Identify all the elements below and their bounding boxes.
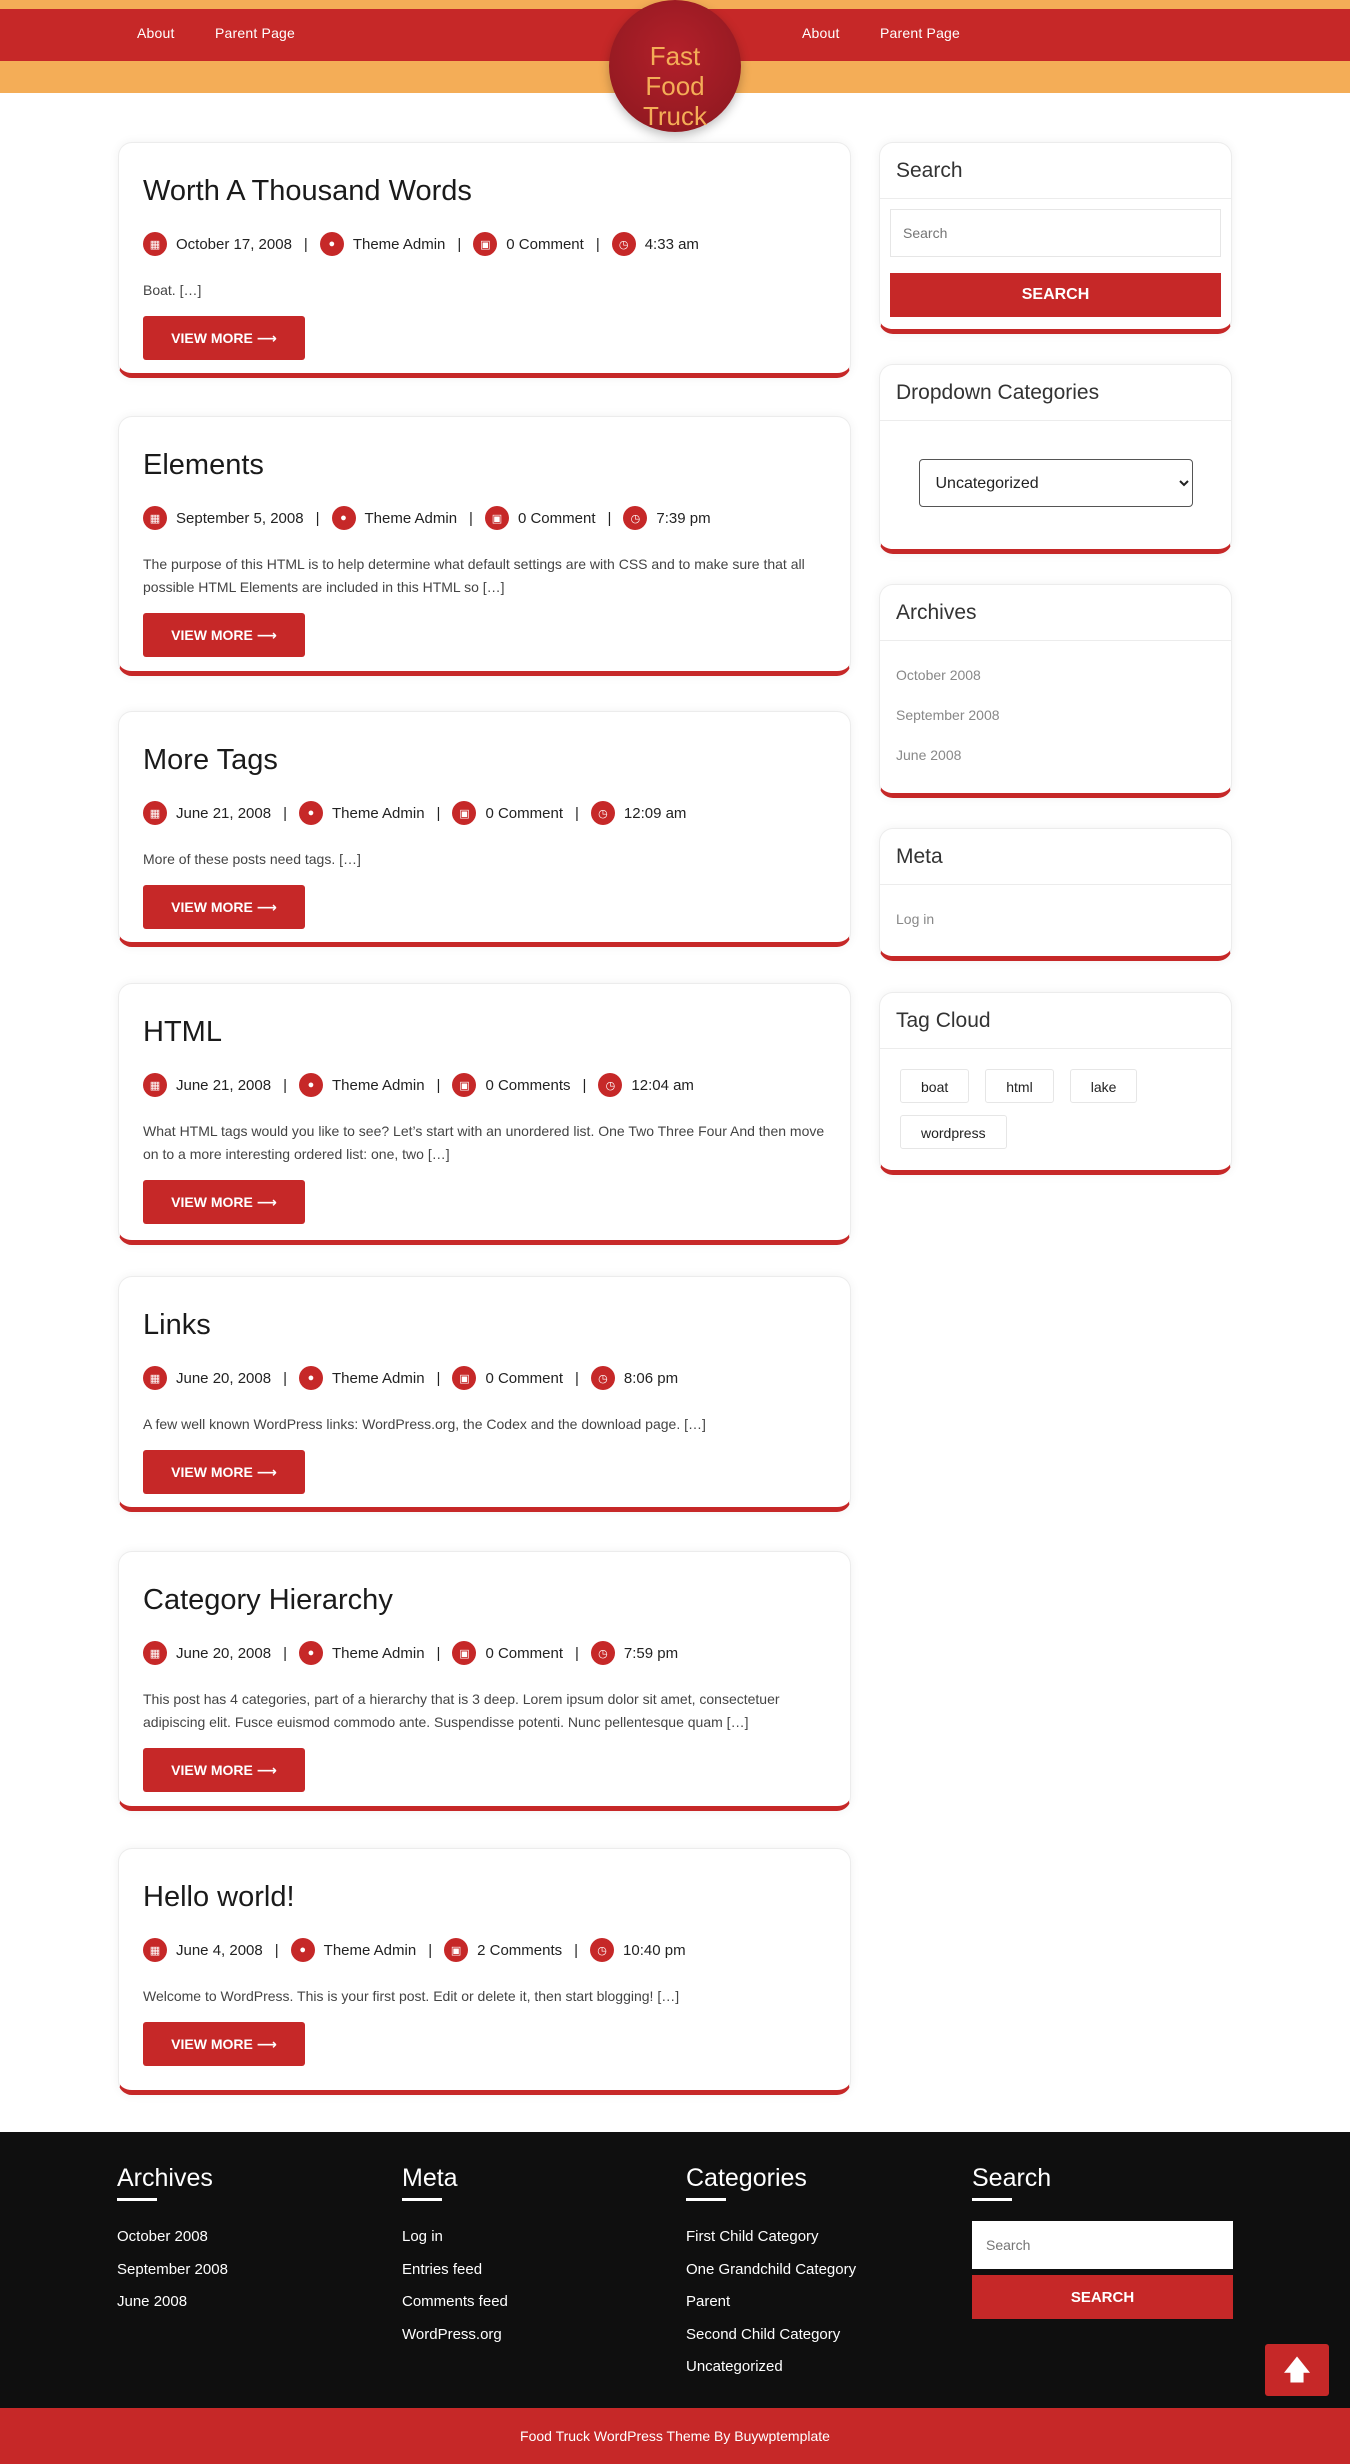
meta-separator: |	[582, 1076, 587, 1094]
view-more-button[interactable]: VIEW MORE ⟶	[143, 1180, 305, 1224]
nav-link-parent-page-right[interactable]: Parent Page	[880, 25, 961, 41]
footer-archive-link[interactable]: October 2008	[117, 2228, 208, 2245]
post-comments[interactable]: 0 Comment	[485, 1369, 563, 1387]
post-excerpt: This post has 4 categories, part of a hierarchy that is 3 deep. Lorem ipsum dolor sit amet, consectetuer adipiscing elit. Fusce euismod commodo ante. Suspendisse potenti. Nunc pellentesque quam […]	[143, 1691, 780, 1730]
post-author[interactable]: Theme Admin	[332, 1644, 425, 1662]
meta-separator: |	[595, 235, 600, 253]
post-title[interactable]: HTML	[143, 1016, 222, 1048]
footer-category-link[interactable]: Parent	[686, 2293, 731, 2310]
post-time: 4:33 am	[644, 235, 699, 253]
post-meta	[143, 1072, 826, 1098]
scroll-to-top-button[interactable]	[1265, 2344, 1329, 2396]
footer-heading: Meta	[402, 2164, 458, 2192]
tag-link-wordpress[interactable]: wordpress	[900, 1115, 1007, 1149]
meta-separator: |	[436, 804, 441, 822]
view-more-button[interactable]: VIEW MORE ⟶	[143, 1450, 305, 1494]
user-icon: ●	[320, 232, 344, 256]
sidebar-search-input[interactable]	[890, 209, 1221, 257]
calendar-icon: ▦	[143, 1641, 167, 1665]
calendar-icon: ▦	[143, 1938, 167, 1962]
meta-separator: |	[315, 509, 320, 527]
post-card	[118, 983, 851, 1245]
post-excerpt: A few well known WordPress links: WordPress.org, the Codex and the download page. […]	[143, 1416, 706, 1432]
clock-icon: ◷	[591, 1366, 615, 1390]
widget-title: Tag Cloud	[880, 993, 1231, 1049]
clock-icon: ◷	[591, 801, 615, 825]
tag-link-html[interactable]: html	[985, 1069, 1053, 1103]
post-date[interactable]: June 21, 2008	[176, 1076, 272, 1094]
post-time: 7:59 pm	[623, 1644, 679, 1662]
site-logo-text: Fast Food Truck	[642, 41, 708, 131]
user-icon: ●	[291, 1938, 315, 1962]
comments-icon: ▣	[452, 801, 476, 825]
post-time: 8:06 pm	[623, 1369, 679, 1387]
post-comments[interactable]: 0 Comment	[485, 804, 563, 822]
post-comments[interactable]: 0 Comment	[506, 235, 584, 253]
tag-link-lake[interactable]: lake	[1070, 1069, 1138, 1103]
nav-link-about-left[interactable]: About	[137, 25, 175, 41]
post-excerpt: Welcome to WordPress. This is your first post. Edit or delete it, then start blogging! […]	[143, 1988, 680, 2004]
calendar-icon: ▦	[143, 232, 167, 256]
post-meta	[143, 1640, 826, 1666]
site-logo[interactable]	[609, 0, 741, 132]
meta-separator: |	[574, 1369, 579, 1387]
meta-separator: |	[574, 1644, 579, 1662]
meta-separator: |	[283, 804, 287, 822]
post-time: 7:39 pm	[656, 509, 711, 527]
post-time: 10:40 pm	[623, 1941, 686, 1959]
clock-icon: ◷	[598, 1073, 622, 1097]
post-date[interactable]: June 4, 2008	[176, 1941, 263, 1959]
post-card	[118, 711, 851, 947]
post-excerpt: What HTML tags would you like to see? Let’s start with an unordered list. One Two Three Four And then move on to a more interesting ordered list: one, two […]	[143, 1123, 825, 1162]
view-more-button[interactable]: VIEW MORE ⟶	[143, 316, 305, 360]
calendar-icon: ▦	[143, 1366, 167, 1390]
meta-separator: |	[303, 235, 308, 253]
comments-icon: ▣	[452, 1366, 476, 1390]
comments-icon: ▣	[473, 232, 497, 256]
post-card	[118, 416, 851, 676]
comments-icon: ▣	[485, 506, 509, 530]
clock-icon: ◷	[590, 1938, 614, 1962]
comments-icon: ▣	[452, 1073, 476, 1097]
footer-archive-link[interactable]: September 2008	[117, 2260, 228, 2278]
nav-link-about-right[interactable]: About	[802, 25, 840, 41]
clock-icon: ◷	[591, 1641, 615, 1665]
post-date[interactable]: June 21, 2008	[176, 804, 272, 822]
post-author[interactable]: Theme Admin	[364, 509, 458, 527]
category-dropdown[interactable]	[919, 459, 1193, 507]
widget-title: Archives	[880, 585, 1231, 641]
footer-meta-link[interactable]: WordPress.org	[402, 2325, 502, 2343]
footer-category-link[interactable]: One Grandchild Category	[686, 2260, 857, 2278]
post-title[interactable]: Links	[143, 1309, 211, 1341]
post-author[interactable]: Theme Admin	[332, 804, 425, 822]
meta-separator: |	[428, 1941, 433, 1959]
meta-separator: |	[457, 235, 462, 253]
footer-category-link[interactable]: Uncategorized	[686, 2358, 783, 2375]
view-more-button[interactable]: VIEW MORE ⟶	[143, 885, 305, 929]
footer-archive-link[interactable]: June 2008	[117, 2293, 188, 2310]
footer-heading: Categories	[686, 2164, 807, 2192]
tag-link-boat[interactable]: boat	[900, 1069, 969, 1103]
footer-category-link[interactable]: Second Child Category	[686, 2325, 841, 2343]
post-date[interactable]: September 5, 2008	[176, 509, 304, 527]
meta-separator: |	[283, 1369, 287, 1387]
footer-meta-link[interactable]: Log in	[402, 2228, 443, 2245]
post-meta	[143, 505, 826, 531]
post-card	[118, 1848, 851, 2095]
footer-search-input[interactable]	[972, 2221, 1233, 2269]
post-author[interactable]: Theme Admin	[323, 1941, 417, 1959]
footer-category-link[interactable]: First Child Category	[686, 2228, 819, 2245]
footer-heading-underline	[402, 2198, 442, 2201]
post-title[interactable]: Worth A Thousand Words	[143, 175, 472, 207]
post-title[interactable]: Category Hierarchy	[143, 1584, 393, 1616]
calendar-icon: ▦	[143, 1073, 167, 1097]
post-comments[interactable]: 0 Comment	[485, 1644, 563, 1662]
clock-icon: ◷	[612, 232, 636, 256]
footer-meta	[402, 2162, 508, 2351]
widget-dropdown-categories	[879, 364, 1232, 554]
meta-separator: |	[436, 1644, 441, 1662]
view-more-button[interactable]: VIEW MORE ⟶	[143, 2022, 305, 2066]
user-icon: ●	[332, 506, 356, 530]
post-excerpt: The purpose of this HTML is to help determine what default settings are with CSS and to make sure that all possible HTML Elements are included in this HTML so […]	[143, 556, 805, 595]
sidebar-archive-link[interactable]: September 2008	[896, 707, 1000, 723]
clock-icon: ◷	[623, 506, 647, 530]
post-card	[118, 142, 851, 378]
widget-tag-cloud	[879, 992, 1232, 1175]
widget-search	[879, 142, 1232, 334]
post-time: 12:09 am	[623, 804, 687, 822]
sidebar-archive-link[interactable]: June 2008	[896, 747, 962, 763]
post-date[interactable]: June 20, 2008	[176, 1369, 272, 1387]
meta-separator: |	[607, 509, 612, 527]
post-meta	[143, 1937, 826, 1963]
widget-archives	[879, 584, 1232, 798]
footer-meta-link[interactable]: Comments feed	[402, 2293, 508, 2310]
user-icon: ●	[299, 1366, 323, 1390]
site-footer	[0, 2132, 1350, 2408]
post-date[interactable]: June 20, 2008	[176, 1644, 272, 1662]
comments-icon: ▣	[444, 1938, 468, 1962]
post-title[interactable]: Hello world!	[143, 1881, 295, 1913]
post-excerpt: More of these posts need tags. […]	[143, 851, 361, 867]
post-time: 12:04 am	[631, 1076, 694, 1094]
sidebar-archive-link[interactable]: October 2008	[896, 667, 981, 683]
meta-separator: |	[574, 1941, 579, 1959]
footer-archives	[117, 2162, 228, 2319]
widget-title: Dropdown Categories	[880, 365, 1231, 421]
post-card	[118, 1276, 851, 1512]
footer-meta-link[interactable]: Entries feed	[402, 2260, 483, 2278]
post-meta	[143, 800, 826, 826]
post-meta	[143, 231, 826, 257]
sidebar-meta-login-link[interactable]: Log in	[896, 911, 935, 927]
meta-separator: |	[436, 1076, 441, 1094]
post-author[interactable]: Theme Admin	[332, 1369, 425, 1387]
widget-title: Meta	[880, 829, 1231, 885]
footer-heading-underline	[972, 2198, 1012, 2201]
post-card	[118, 1551, 851, 1811]
calendar-icon: ▦	[143, 801, 167, 825]
footer-heading-underline	[686, 2198, 726, 2201]
user-icon: ●	[299, 801, 323, 825]
user-icon: ●	[299, 1641, 323, 1665]
post-date[interactable]: October 17, 2008	[176, 235, 292, 253]
post-title[interactable]: Elements	[143, 449, 264, 481]
post-title[interactable]: More Tags	[143, 744, 278, 776]
post-comments[interactable]: 0 Comment	[517, 509, 596, 527]
widget-title: Search	[880, 143, 1231, 199]
meta-separator: |	[469, 509, 473, 527]
sidebar-search-button[interactable]: SEARCH	[890, 273, 1221, 317]
post-comments[interactable]: 2 Comments	[477, 1941, 563, 1959]
footer-search	[972, 2162, 1233, 2319]
view-more-button[interactable]: VIEW MORE ⟶	[143, 613, 305, 657]
meta-separator: |	[274, 1941, 279, 1959]
widget-meta	[879, 828, 1232, 961]
arrow-up-icon: 🡅	[1282, 2354, 1312, 2385]
post-excerpt: Boat. […]	[143, 282, 202, 298]
view-more-button[interactable]: VIEW MORE ⟶	[143, 1748, 305, 1792]
post-author[interactable]: Theme Admin	[352, 235, 446, 253]
footer-heading: Archives	[117, 2164, 213, 2192]
post-author[interactable]: Theme Admin	[332, 1076, 425, 1094]
post-comments[interactable]: 0 Comments	[485, 1076, 571, 1094]
meta-separator: |	[283, 1644, 287, 1662]
footer-categories	[686, 2162, 856, 2384]
footer-heading: Search	[972, 2164, 1052, 2192]
calendar-icon: ▦	[143, 506, 167, 530]
meta-separator: |	[436, 1369, 441, 1387]
meta-separator: |	[574, 804, 579, 822]
user-icon: ●	[299, 1073, 323, 1097]
footer-credit: Food Truck WordPress Theme By Buywptemplate	[0, 2408, 1350, 2464]
meta-separator: |	[283, 1076, 287, 1094]
footer-heading-underline	[117, 2198, 157, 2201]
footer-search-button[interactable]: SEARCH	[972, 2275, 1233, 2319]
post-meta	[143, 1365, 826, 1391]
nav-link-parent-page-left[interactable]: Parent Page	[215, 25, 296, 41]
comments-icon: ▣	[452, 1641, 476, 1665]
